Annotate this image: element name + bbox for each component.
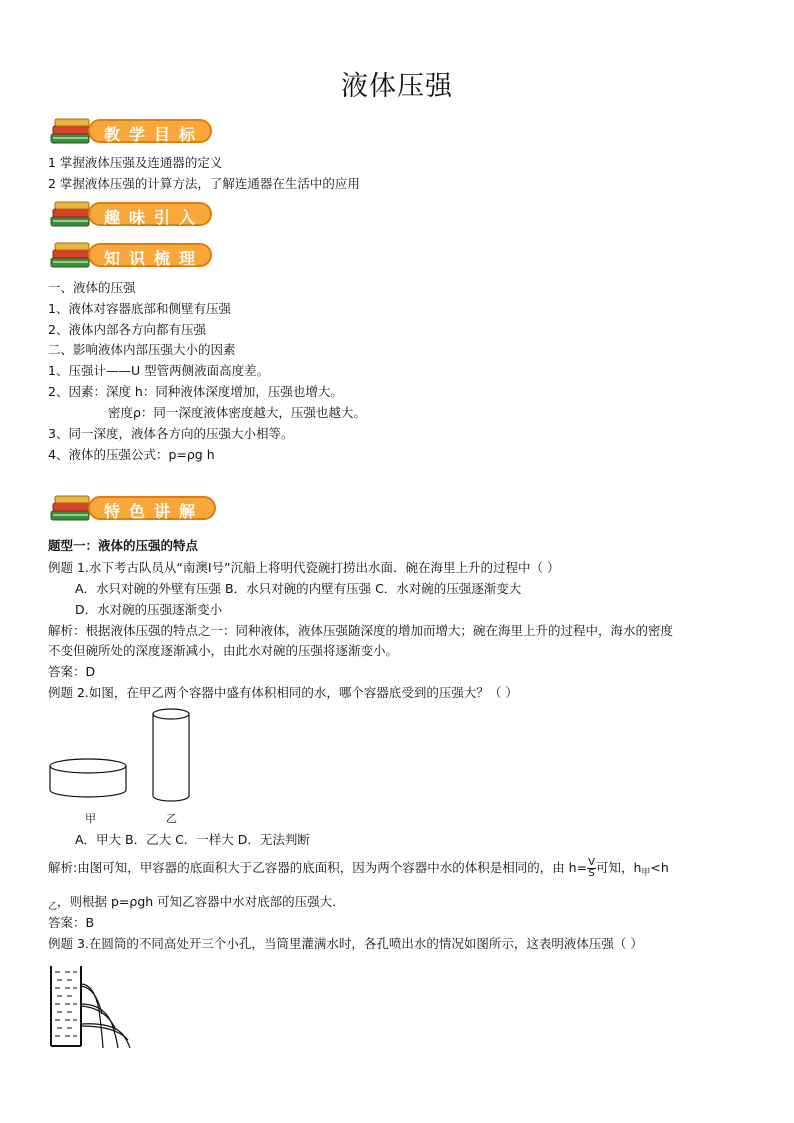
section-banner-lecture (48, 491, 218, 525)
knowledge-item: 2、因素：深度 h：同种液体深度增加，压强也增大。 (48, 384, 343, 399)
knowledge-item: 一、液体的压强 (48, 280, 136, 295)
knowledge-item: 4、液体的压强公式：p=ρg h (48, 447, 215, 462)
section-banner-intro (48, 197, 218, 231)
container-yi-label: 乙 (166, 812, 177, 825)
example-2-analysis (48, 894, 345, 915)
example-2-analysis (48, 858, 669, 881)
example-1-answer: 答案：D (48, 664, 96, 679)
banner-knowledge-label: 知识梳理 (104, 249, 205, 268)
example-1-question: 例题 1.水下考古队员从“南澳Ⅰ号”沉船上将明代瓷碗打捞出水面．碗在海里上升的过程中（ ） (48, 560, 560, 575)
banner-intro-label: 趣味引入 (104, 208, 205, 227)
example-3-question: 例题 3.在圆筒的不同高处开三个小孔，当筒里灌满水时，各孔喷出水的情况如图所示，这表明液体压强（ ） (48, 936, 643, 951)
analysis-text: <h (650, 860, 669, 875)
knowledge-item: 1、液体对容器底部和侧壁有压强 (48, 301, 231, 316)
example-1-options: A．水只对碗的外壁有压强 B．水只对碗的内壁有压强 C．水对碗的压强逐渐变大 (75, 581, 522, 596)
fraction-denominator: S (588, 868, 595, 879)
two-containers-figure (46, 706, 196, 828)
fraction-v-over-s (587, 858, 596, 879)
example-2-answer: 答案：B (48, 915, 95, 930)
goal-item: 2 掌握液体压强的计算方法，了解连通器在生活中的应用 (48, 176, 360, 191)
example-1-analysis: 不变但碗所处的深度逐渐减小，由此水对碗的压强将逐渐变小。 (48, 643, 399, 658)
container-jia-label: 甲 (85, 812, 96, 825)
goal-item: 1 掌握液体压强及连通器的定义 (48, 155, 223, 170)
question-type-heading: 题型一：液体的压强的特点 (48, 538, 199, 553)
section-banner-goals (48, 114, 218, 148)
water-jets-figure (46, 962, 141, 1054)
subscript-yi: 乙 (48, 902, 58, 912)
analysis-text: 解析:由图可知，甲容器的底面积大于乙容器的底面积，因为两个容器中水的体积是相同的，由 h= (48, 860, 588, 875)
page-title: 液体压强 (341, 71, 453, 102)
banner-lecture-label: 特色讲解 (104, 502, 205, 521)
banner-goals-label: 教学目标 (104, 125, 205, 144)
knowledge-item: 二、影响液体内部压强大小的因素 (48, 342, 236, 357)
section-banner-knowledge (48, 238, 218, 272)
analysis-text: ，则根据 p=ρgh 可知乙容器中水对底部的压强大． (57, 894, 345, 909)
knowledge-item: 1、压强计——U 型管两侧液面高度差。 (48, 363, 270, 378)
analysis-text: 可知，h (595, 860, 642, 875)
example-2-options: A．甲大 B．乙大 C．一样大 D．无法判断 (75, 832, 310, 847)
example-2-question: 例题 2.如图，在甲乙两个容器中盛有体积相同的水，哪个容器底受到的压强大？（ ） (48, 685, 518, 700)
example-1-options: D．水对碗的压强逐渐变小 (75, 602, 223, 617)
subscript-jia: 甲 (641, 868, 651, 878)
knowledge-item: 2、液体内部各方向都有压强 (48, 322, 206, 337)
knowledge-item: 密度ρ：同一深度液体密度越大，压强也越大。 (108, 405, 366, 420)
fraction-numerator: V (588, 857, 595, 868)
example-1-analysis: 解析：根据液体压强的特点之一：同种液体，液体压强随深度的增加而增大；碗在海里上升的过程中，海水的密度 (48, 623, 674, 638)
knowledge-item: 3、同一深度，液体各方向的压强大小相等。 (48, 426, 294, 441)
